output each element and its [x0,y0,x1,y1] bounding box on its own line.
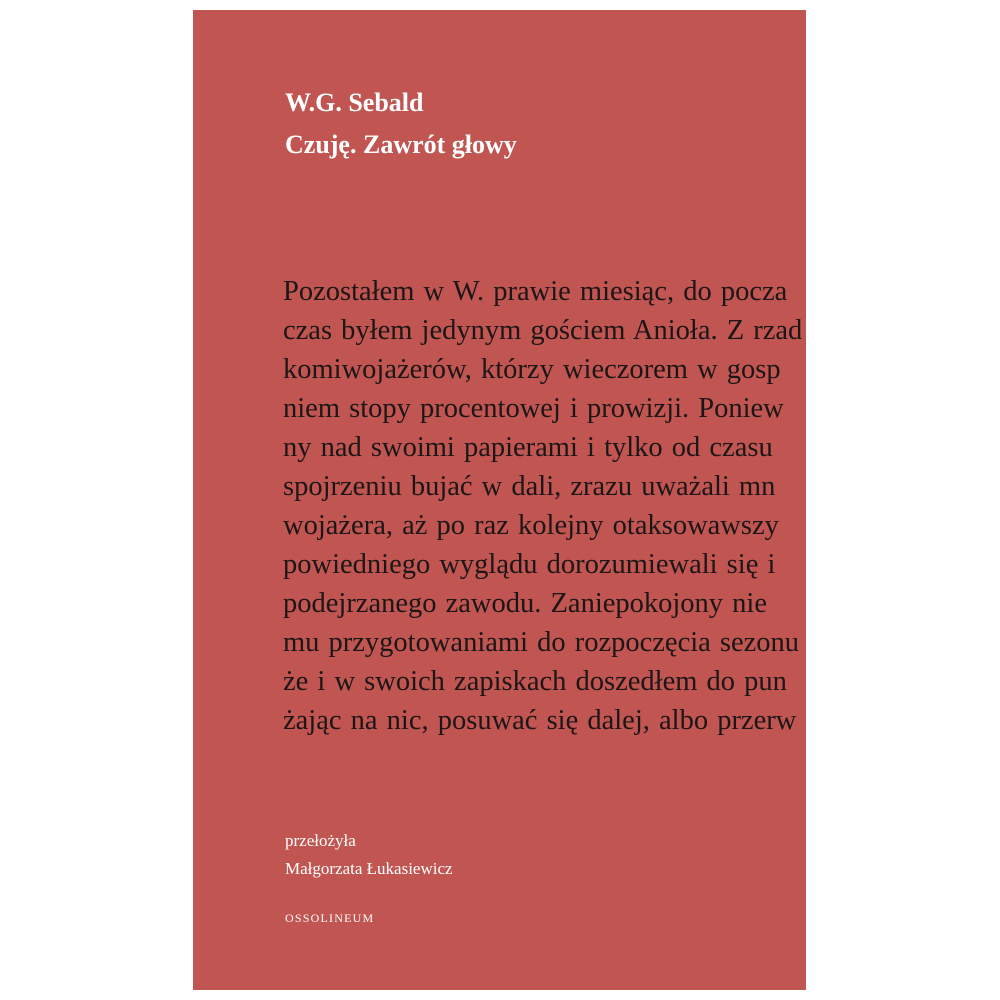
book-title: Czuję. Zawrót głowy [285,130,517,159]
translator-name: Małgorzata Łukasiewicz [285,859,453,878]
excerpt-line: ny nad swoimi papierami i tylko od czasu [283,432,773,463]
excerpt-line: żając na nic, posuwać się dalej, albo przerw [283,705,797,736]
excerpt-line: spojrzeniu bujać w dali, zrazu uważali mn [283,471,776,502]
book-cover [193,10,806,990]
excerpt-line: Pozostałem w W. prawie miesiąc, do pocza [283,276,788,307]
excerpt-line: podejrzanego zawodu. Zaniepokojony nie [283,588,768,619]
excerpt-line: wojażera, aż po raz kolejny otaksowawszy [283,510,779,541]
excerpt-line: że i w swoich zapiskach doszedłem do pun [283,666,787,697]
excerpt-line: czas byłem jedynym gościem Anioła. Z rzad [283,315,803,346]
excerpt-line: powiedniego wyglądu dorozumiewali się i [283,549,776,580]
author-name: W.G. Sebald [285,88,424,117]
excerpt-line: mu przygotowaniami do rozpoczęcia sezonu [283,627,800,658]
translator-label: przełożyła [285,831,356,850]
excerpt-text [283,272,802,740]
publisher-name: OSSOLINEUM [285,911,375,925]
excerpt-line: komiwojażerów, którzy wieczorem w gosp [283,354,781,385]
excerpt-line: niem stopy procentowej i prowizji. Poniew [283,393,784,424]
